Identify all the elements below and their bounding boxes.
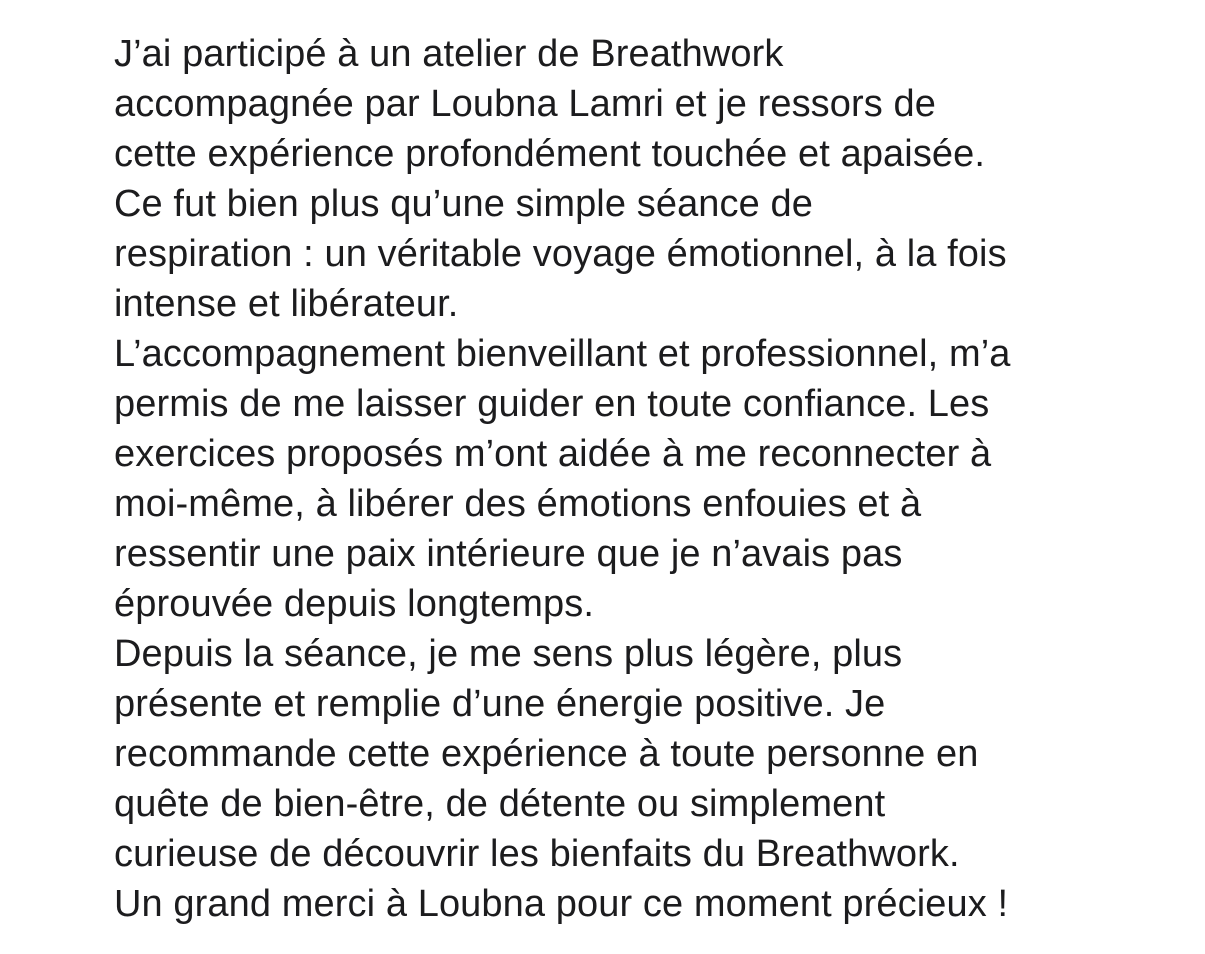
review-line: Ce fut bien plus qu’une simple séance de <box>114 183 814 225</box>
review-line: curieuse de découvrir les bienfaits du Breathwork. <box>114 833 960 875</box>
review-line: Depuis la séance, je me sens plus légère, plus <box>114 633 903 675</box>
review-line: cette expérience profondément touchée et apaisée. <box>114 133 986 175</box>
review-line: respiration : un véritable voyage émotionnel, à la fois <box>114 233 1007 275</box>
review-line: intense et libérateur. <box>114 283 459 325</box>
review-line: ressentir une paix intérieure que je n’avais pas <box>114 533 903 575</box>
review-line: moi-même, à libérer des émotions enfouies et à <box>114 483 922 525</box>
review-line: accompagnée par Loubna Lamri et je ressors de <box>114 83 936 125</box>
review-line: Un grand merci à Loubna pour ce moment précieux ! <box>114 883 1009 925</box>
review-line: quête de bien-être, de détente ou simplement <box>114 783 886 825</box>
review-text <box>114 29 1189 929</box>
review-line: permis de me laisser guider en toute confiance. Les <box>114 383 990 425</box>
review-line: recommande cette expérience à toute personne en <box>114 733 979 775</box>
review-line: L’accompagnement bienveillant et professionnel, m’a <box>114 333 1011 375</box>
review-line: éprouvée depuis longtemps. <box>114 583 595 625</box>
review-line: présente et remplie d’une énergie positive. Je <box>114 683 886 725</box>
review-line: exercices proposés m’ont aidée à me reconnecter à <box>114 433 992 475</box>
review-line: J’ai participé à un atelier de Breathwork <box>114 33 784 75</box>
